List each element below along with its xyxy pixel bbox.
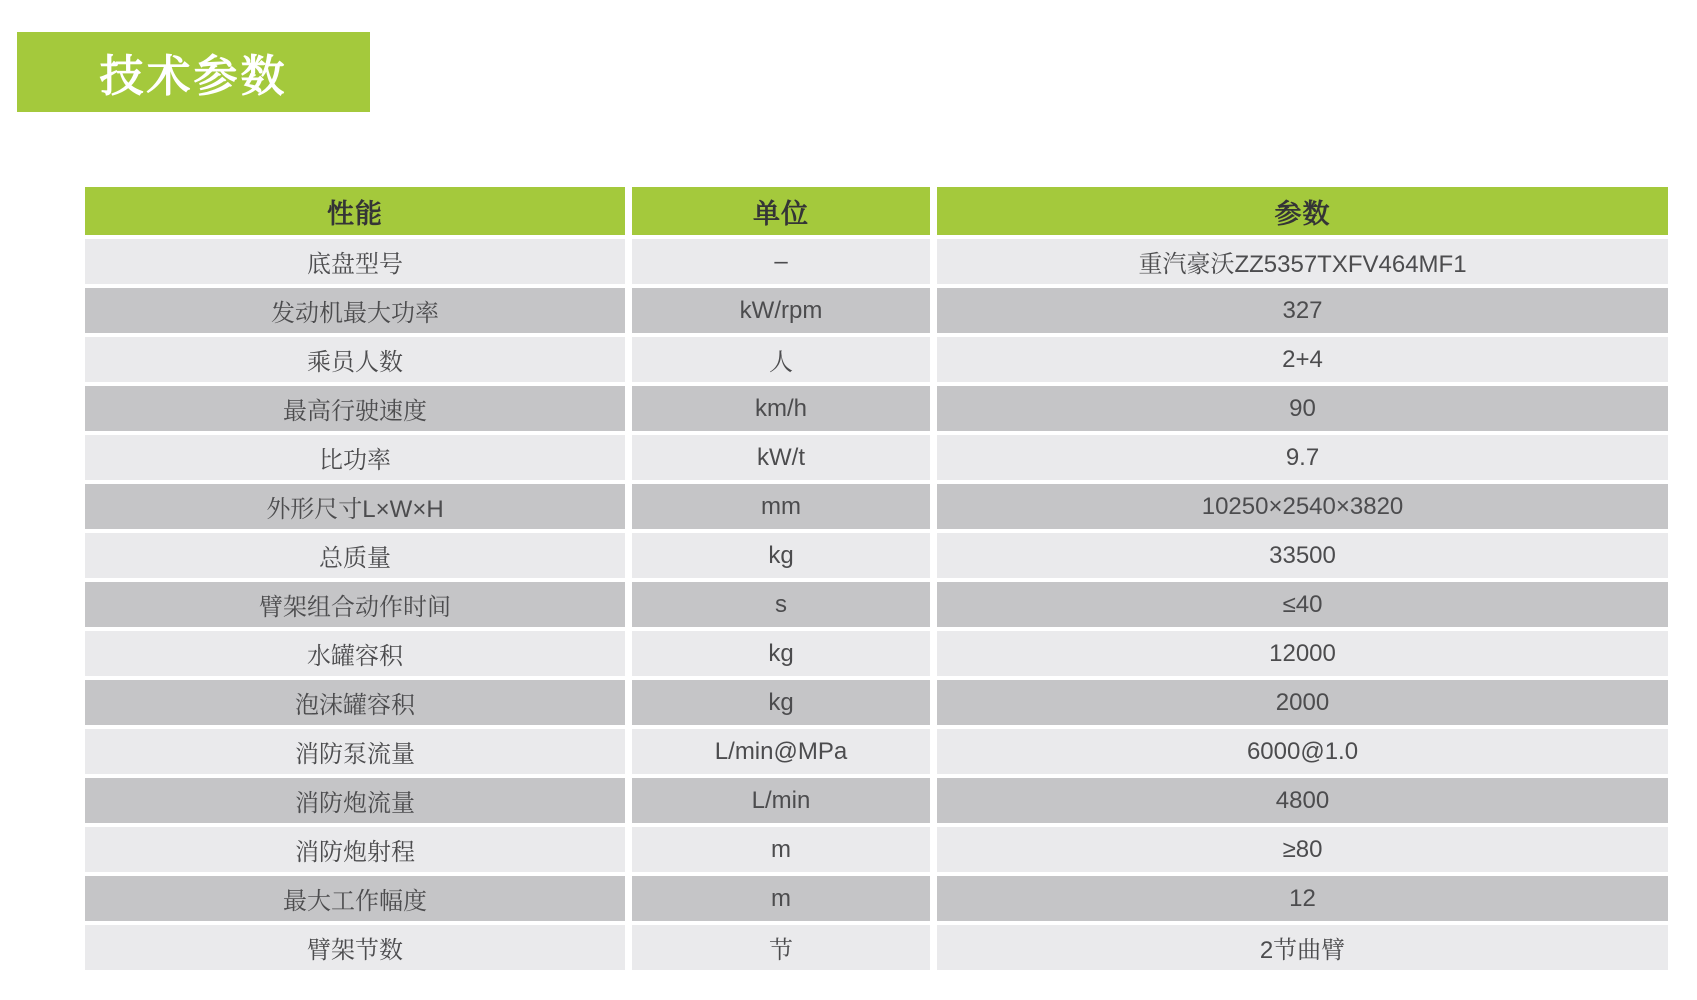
table-row (85, 729, 1668, 774)
spec-name-cell: 外形尺寸L×W×H (85, 484, 625, 529)
spec-unit-cell: km/h (632, 386, 930, 431)
table-row (85, 386, 1668, 431)
spec-name-cell: 水罐容积 (85, 631, 625, 676)
table-row (85, 484, 1668, 529)
spec-name-cell: 总质量 (85, 533, 625, 578)
table-row (85, 533, 1668, 578)
spec-unit-cell: m (632, 827, 930, 872)
col-header-unit: 单位 (632, 187, 930, 235)
spec-value-cell: 90 (937, 386, 1668, 431)
spec-name-cell: 比功率 (85, 435, 625, 480)
table-row (85, 337, 1668, 382)
spec-name-cell: 最高行驶速度 (85, 386, 625, 431)
col-header-parameter: 参数 (937, 187, 1668, 235)
table-row (85, 680, 1668, 725)
spec-value-cell: 33500 (937, 533, 1668, 578)
spec-value-cell: 重汽豪沃ZZ5357TXFV464MF1 (937, 239, 1668, 284)
spec-unit-cell: kW/t (632, 435, 930, 480)
spec-unit-cell: m (632, 876, 930, 921)
spec-unit-cell: mm (632, 484, 930, 529)
spec-value-cell: ≥80 (937, 827, 1668, 872)
spec-name-cell: 发动机最大功率 (85, 288, 625, 333)
spec-name-cell: 消防泵流量 (85, 729, 625, 774)
spec-name-cell: 泡沫罐容积 (85, 680, 625, 725)
spec-unit-cell: kg (632, 533, 930, 578)
table-row (85, 778, 1668, 823)
col-header-performance: 性能 (85, 187, 625, 235)
spec-unit-cell: 节 (632, 925, 930, 970)
spec-unit-cell: – (632, 239, 930, 284)
spec-value-cell: 2+4 (937, 337, 1668, 382)
table-row (85, 288, 1668, 333)
table-body (85, 239, 1668, 970)
spec-value-cell: 4800 (937, 778, 1668, 823)
spec-unit-cell: s (632, 582, 930, 627)
spec-value-cell: 6000@1.0 (937, 729, 1668, 774)
spec-unit-cell: kW/rpm (632, 288, 930, 333)
spec-name-cell: 乘员人数 (85, 337, 625, 382)
spec-name-cell: 底盘型号 (85, 239, 625, 284)
table-row (85, 925, 1668, 970)
table-row (85, 582, 1668, 627)
table-header-row (85, 187, 1668, 235)
spec-table (85, 187, 1668, 970)
spec-name-cell: 消防炮射程 (85, 827, 625, 872)
spec-name-cell: 消防炮流量 (85, 778, 625, 823)
spec-value-cell: 2节曲臂 (937, 925, 1668, 970)
spec-unit-cell: kg (632, 680, 930, 725)
spec-name-cell: 最大工作幅度 (85, 876, 625, 921)
spec-value-cell: 12 (937, 876, 1668, 921)
spec-unit-cell: kg (632, 631, 930, 676)
table-row (85, 435, 1668, 480)
spec-unit-cell: L/min (632, 778, 930, 823)
spec-value-cell: 12000 (937, 631, 1668, 676)
spec-value-cell: ≤40 (937, 582, 1668, 627)
spec-unit-cell: L/min@MPa (632, 729, 930, 774)
spec-value-cell: 2000 (937, 680, 1668, 725)
page-title-banner (17, 32, 370, 112)
spec-unit-cell: 人 (632, 337, 930, 382)
spec-value-cell: 9.7 (937, 435, 1668, 480)
spec-name-cell: 臂架节数 (85, 925, 625, 970)
spec-name-cell: 臂架组合动作时间 (85, 582, 625, 627)
table-row (85, 876, 1668, 921)
table-row (85, 827, 1668, 872)
spec-value-cell: 10250×2540×3820 (937, 484, 1668, 529)
page-title: 技术参数 (99, 52, 288, 101)
spec-value-cell: 327 (937, 288, 1668, 333)
table-row (85, 631, 1668, 676)
table-row (85, 239, 1668, 284)
